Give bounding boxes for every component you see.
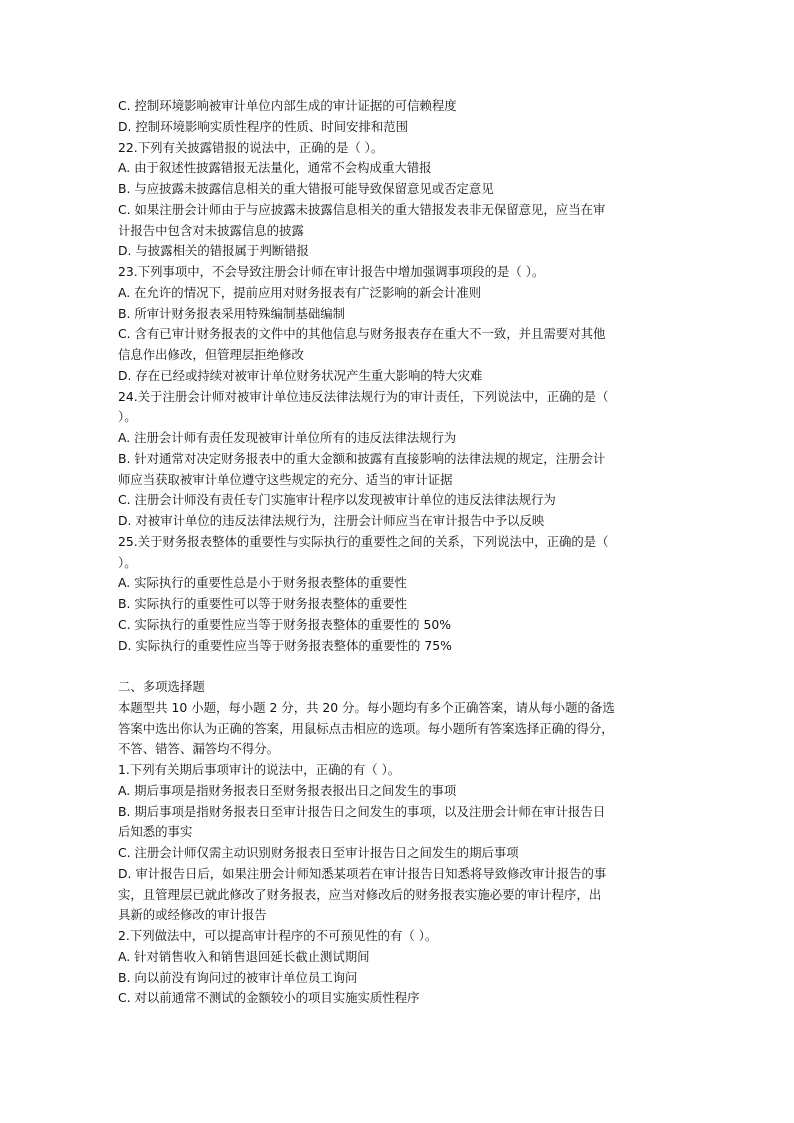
text-line: C. 如果注册会计师由于与应披露未披露信息相关的重大错报发表非无保留意见，应当在审 [118, 201, 606, 217]
text-line: C. 含有已审计财务报表的文件中的其他信息与财务报表存在重大不一致，并且需要对其他 [118, 326, 606, 342]
text-line: B. 向以前没有询问过的被审计单位员工询问 [118, 969, 358, 985]
text-line: 后知悉的事实 [118, 824, 193, 840]
text-line: A. 实际执行的重要性总是小于财务报表整体的重要性 [118, 575, 407, 591]
text-line: B. 与应披露未披露信息相关的重大错报可能导致保留意见或否定意见 [118, 181, 494, 196]
text-line: C. 控制环境影响被审计单位内部生成的审计证据的可信赖程度 [118, 98, 457, 113]
text-line: 本题型共 10 小题，每小题 2 分，共 20 分。每小题均有多个正确答案，请从每小题的备选 [118, 699, 615, 715]
document-page [118, 96, 684, 1009]
text-line: 1.下列有关期后事项审计的说法中，正确的有（ ）。 [118, 762, 401, 777]
text-line: A. 在允许的情况下，提前应用对财务报表有广泛影响的新会计准则 [118, 284, 482, 300]
text-line: 二、多项选择题 [118, 679, 205, 694]
text-line: 22.下列有关披露错报的说法中，正确的是（ ）。 [118, 139, 384, 155]
text-line: D. 对被审计单位的违反法律法规行为，注册会计师应当在审计报告中予以反映 [118, 513, 545, 528]
text-line: ）。 [118, 409, 137, 425]
text-line: 25.关于财务报表整体的重要性与实际执行的重要性之间的关系，下列说法中，正确的是（ [118, 533, 609, 549]
text-line: 具新的或经修改的审计报告 [118, 907, 267, 923]
text-line: 2.下列做法中，可以提高审计程序的不可预见性的有（ ）。 [118, 928, 438, 943]
text-line: 24.关于注册会计师对被审计单位违反法律法规行为的审计责任，下列说法中，正确的是（ [118, 388, 609, 404]
text-line: B. 实际执行的重要性可以等于财务报表整体的重要性 [118, 596, 407, 611]
text-line: C. 注册会计师没有责任专门实施审计程序以发现被审计单位的违反法律法规行为 [118, 492, 556, 508]
text-line: C. 实际执行的重要性应当等于财务报表整体的重要性的 50% [118, 616, 451, 632]
text-line: 23.下列事项中，不会导致注册会计师在审计报告中增加强调事项段的是（ ）。 [118, 264, 545, 279]
text-line: A. 针对销售收入和销售退回延长截止测试期间 [118, 948, 370, 964]
text-line: 实，且管理层已就此修改了财务报表，应当对修改后的财务报表实施必要的审计程序，出 [118, 886, 602, 902]
text-line: D. 审计报告日后，如果注册会计师知悉某项若在审计报告日知悉将导致修改审计报告的事 [118, 865, 607, 881]
text-line: B. 所审计财务报表采用特殊编制基础编制 [118, 305, 346, 321]
text-line: D. 存在已经或持续对被审计单位财务状况产生重大影响的特大灾难 [118, 367, 483, 383]
text-line: A. 注册会计师有责任发现被审计单位所有的违反法律法规行为 [118, 430, 457, 445]
text-line: C. 对以前通常不测试的金额较小的项目实施实质性程序 [118, 990, 420, 1006]
blank-line [118, 656, 684, 677]
text-line: 不答、错答、漏答均不得分。 [118, 741, 280, 757]
text-line: B. 针对通常对决定财务报表中的重大金额和披露有直接影响的法律法规的规定，注册会计 [118, 450, 606, 466]
text-line: 师应当获取被审计单位遵守这些规定的充分、适当的审计证据 [118, 471, 453, 487]
text-line: ）。 [118, 554, 137, 570]
text-line: D. 实际执行的重要性应当等于财务报表整体的重要性的 75% [118, 637, 452, 653]
text-line: D. 与披露相关的错报属于判断错报 [118, 243, 309, 259]
text-line: 计报告中包含对未披露信息的披露 [118, 222, 304, 238]
text-line: B. 期后事项是指财务报表日至审计报告日之间发生的事项，以及注册会计师在审计报告日 [118, 803, 606, 819]
text-line: D. 控制环境影响实质性程序的性质、时间安排和范围 [118, 118, 409, 134]
text-line: A. 由于叙述性披露错报无法量化，通常不会构成重大错报 [118, 160, 432, 176]
text-line: A. 期后事项是指财务报表日至财务报表报出日之间发生的事项 [118, 782, 457, 798]
text-line: C. 注册会计师仅需主动识别财务报表日至审计报告日之间发生的期后事项 [118, 845, 519, 860]
text-line: 信息作出修改，但管理层拒绝修改 [118, 347, 304, 362]
text-line: 答案中选出你认为正确的答案，用鼠标点击相应的选项。每小题所有答案选择正确的得分， [118, 720, 614, 736]
